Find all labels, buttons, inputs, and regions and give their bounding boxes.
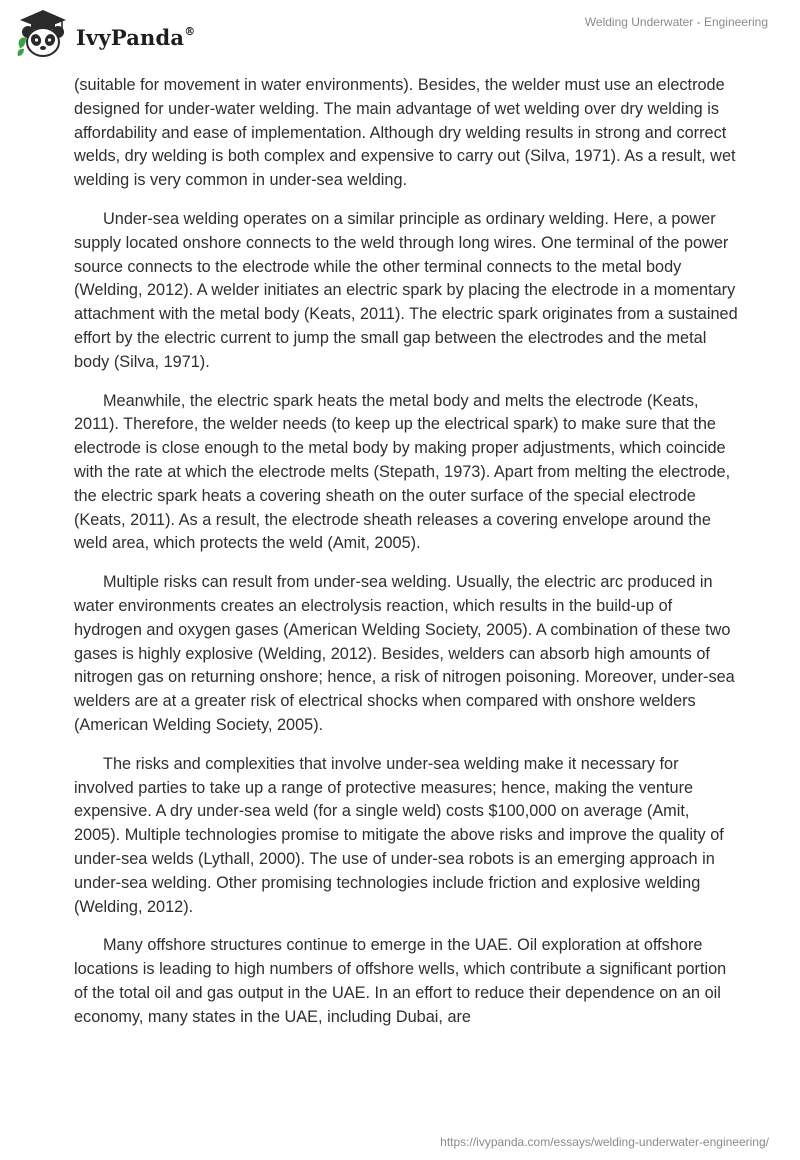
paragraph-1: (suitable for movement in water environments). Besides, the welder must use an electrode designed for under-water welding. The main advantage of wet welding over dry welding is affordability and ease of implementation. Although dry welding results in strong and correct welds, dry welding is both complex and expensive to carry out (Silva, 1971). As a result, wet welding is very common in under-sea welding. <box>74 76 736 190</box>
paragraph-4: Multiple risks can result from under-sea welding. Usually, the electric arc produced in water environments creates an electrolysis reaction, which results in the build-up of hydrogen and oxygen gases (American Welding Society, 2005). A combination of these two gases is highly explosive (Welding, 2012). Besides, welders can absorb high amounts of nitrogen gas on returning onshore; hence, a risk of nitrogen poisoning. Moreover, under-sea welders are at a greater risk of electrical shocks when compared with onshore welders (American Welding Society, 2005). <box>74 573 735 734</box>
page-header <box>0 0 800 70</box>
essay-body <box>74 74 740 1044</box>
paragraph-3: Meanwhile, the electric spark heats the metal body and melts the electrode (Keats, 2011). Therefore, the welder needs (to keep up the electrical spark) to make sure that the electrode is close enough to the metal body by making proper adjustments, which coincide with the rate at which the electrode melts (Stepath, 1973). Apart from melting the electrode, the electric spark heats a covering sheath on the outer surface of the special electrode (Keats, 2011). As a result, the electrode sheath releases a covering envelope around the weld area, which protects the weld (Amit, 2005). <box>74 391 731 553</box>
panda-logo-icon <box>14 8 72 60</box>
brand-name <box>76 25 195 50</box>
paragraph-2: Under-sea welding operates on a similar principle as ordinary welding. Here, a power supply located onshore connects to the weld through long wires. One terminal of the power source connects to the electrode while the other terminal connects to the metal body (Welding, 2012). A welder initiates an electric spark by placing the electrode in a momentary attachment with the metal body (Keats, 2011). The electric spark originates from a sustained effort by the electric current to jump the small gap between the electrodes and the metal body (Silva, 1971). <box>74 209 738 371</box>
brand-logo[interactable] <box>14 8 195 60</box>
document-title: Welding Underwater - Engineering <box>584 15 768 29</box>
paragraph-5: The risks and complexities that involve under-sea welding make it necessary for involved parties to take up a range of protective measures; hence, making the venture expensive. A dry under-sea weld (for a single weld) costs $100,000 on average (Amit, 2005). Multiple technologies promise to mitigate the above risks and improve the quality of under-sea welds (Lythall, 2000). The use of under-sea robots is an emerging approach in under-sea welding. Other promising technologies include friction and explosive welding (Welding, 2012). <box>74 754 724 916</box>
paragraph-6: Many offshore structures continue to emerge in the UAE. Oil exploration at offshore locations is leading to high numbers of offshore wells, which contribute a significant portion of the total oil and gas output in the UAE. In an effort to reduce their dependence on an oil economy, many states in the UAE, including Dubai, are <box>74 936 727 1026</box>
footer-source-url[interactable]: https://ivypanda.com/essays/welding-underwater-engineering/ <box>440 1135 769 1149</box>
registered-mark: ® <box>184 24 196 38</box>
brand-name-text: IvyPanda <box>76 24 185 50</box>
